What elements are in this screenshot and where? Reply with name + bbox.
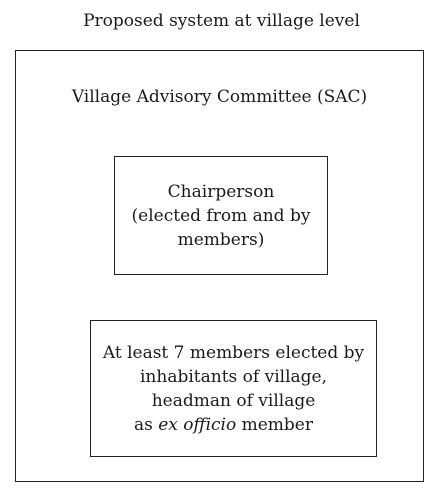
members-line-4-prefix: as <box>133 414 153 435</box>
chairperson-box <box>114 156 328 275</box>
members-line-1: At least 7 members elected by <box>102 342 365 363</box>
members-box <box>90 320 377 457</box>
members-line-4 <box>134 413 313 437</box>
members-line-4-suffix: member <box>241 414 313 435</box>
diagram-title: Proposed system at village level <box>83 11 360 31</box>
chairperson-detail-line-2: members) <box>177 229 265 250</box>
members-line-4-italic: ex officio <box>158 414 237 435</box>
members-line-2: inhabitants of village, <box>140 366 327 387</box>
members-line-3: headman of village <box>151 390 316 411</box>
chairperson-title: Chairperson <box>167 181 275 202</box>
chairperson-detail-line-1: (elected from and by <box>131 205 311 226</box>
committee-label: Village Advisory Committee (SAC) <box>71 87 368 107</box>
